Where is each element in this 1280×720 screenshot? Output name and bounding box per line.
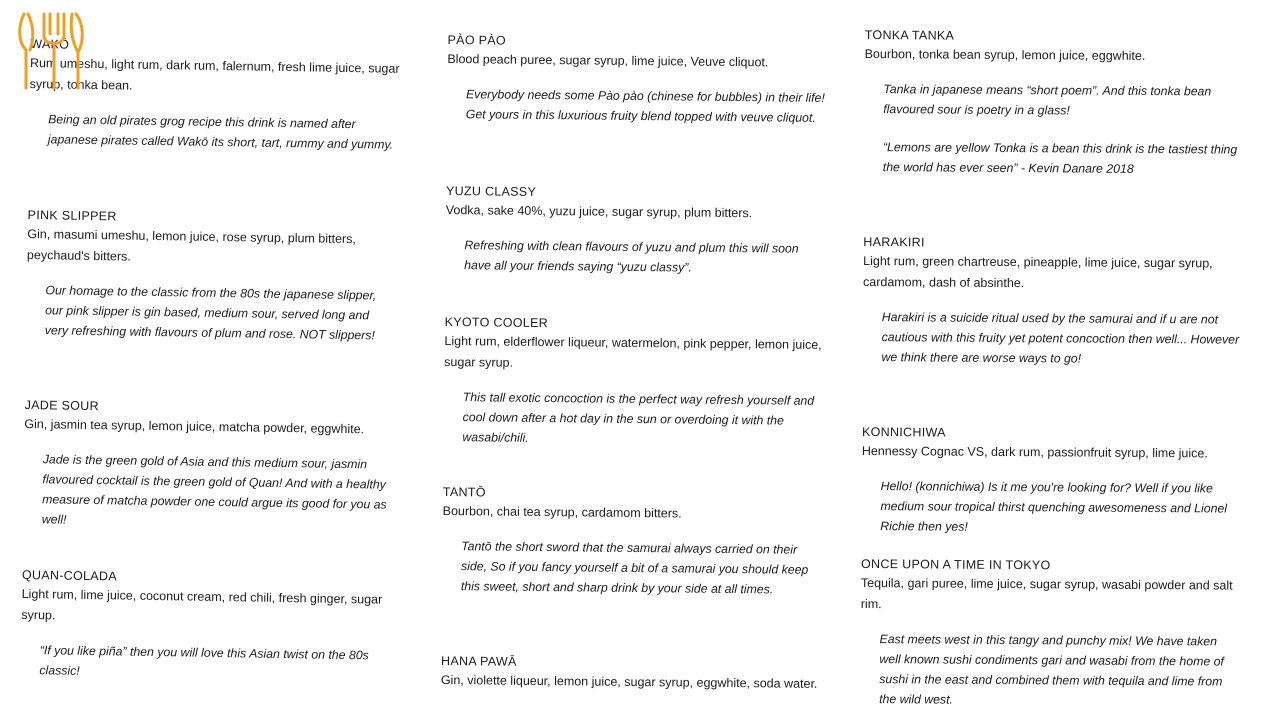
- drink-ingredients: Gin, violette liqueur, lemon juice, sugar syrup, eggwhite, soda water.: [440, 672, 818, 691]
- drink-yuzu-classy: [445, 183, 831, 279]
- drink-description: [461, 536, 828, 600]
- drink-description: [464, 235, 830, 279]
- drink-pao-pao: [447, 32, 833, 128]
- drink-name: ONCE UPON A TIME IN TOKYO: [861, 556, 1051, 573]
- drink-ingredients: Light rum, green chartreuse, pineapple, lime juice, sugar syrup, cardamom, dash of absinthe.: [862, 253, 1213, 291]
- description-text: “If you like piña” then you will love this Asian twist on the 80s classic!: [39, 643, 369, 678]
- drink-ingredients: Vodka, sake 40%, yuzu juice, sugar syrup, plum bitters.: [445, 202, 753, 221]
- drink-description: [881, 307, 1247, 370]
- fork-knife-logo-icon: [14, 8, 88, 94]
- drink-tanto: [442, 484, 828, 600]
- drink-tonka-tanka: [864, 27, 1250, 180]
- drink-ingredients: Rum umeshu, light rum, dark rum, falernum, fresh lime juice, sugar syrup, tonka bean.: [29, 55, 400, 93]
- menu-column-3: [860, 0, 1250, 707]
- description-text: Refreshing with clean flavours of yuzu and plum this will soon have all your friends saying “yuzu classy”.: [464, 238, 799, 275]
- drink-description: [462, 387, 829, 451]
- drink-description: [466, 84, 832, 128]
- drink-name: PINK SLIPPER: [27, 207, 117, 224]
- drink-name: WAKŌ: [30, 36, 70, 52]
- description-text: Jade is the green gold of Asia and this medium sour, jasmin flavoured cocktail is the green gold of Quan! And with a healthy measure of matcha powder one could argue its good for you as well!: [41, 452, 387, 527]
- drink-name: TANTŌ: [442, 484, 486, 500]
- drink-once-upon-a-time-in-tokyo: [860, 556, 1246, 712]
- drink-name: KONNICHIWA: [861, 424, 946, 440]
- description-text: Everybody needs some Pào pào (chinese for bubbles) in their life! Get yours in this luxurious fruity blend topped with veuve cliquot.: [465, 87, 825, 125]
- drink-ingredients: Light rum, lime juice, coconut cream, red chili, fresh ginger, sugar syrup.: [21, 586, 383, 623]
- drink-kyoto-cooler: [443, 314, 829, 451]
- drink-jade-sour: [23, 397, 395, 535]
- drink-description: [883, 79, 1250, 180]
- description-text: Tantō the short sword that the samurai always carried on their side, So if you fancy yourself a bit of a samurai you should keep this sweet, short and sharp drink by your side at all times.: [460, 539, 809, 597]
- drink-name: QUAN-COLADA: [21, 567, 118, 584]
- description-text: Harakiri is a suicide ritual used by the samurai and if u are not cautious with this fruity yet potent concoction then well... However we think there are worse ways to go!: [881, 310, 1240, 366]
- drink-name: JADE SOUR: [24, 397, 99, 414]
- drink-ingredients: Light rum, elderflower liqueur, watermelon, pink pepper, lemon juice, sugar syrup.: [444, 333, 822, 370]
- drink-description: [45, 280, 397, 346]
- drink-name: YUZU CLASSY: [445, 183, 537, 199]
- drink-harakiri: [862, 234, 1248, 370]
- menu-column-1: [21, 0, 401, 678]
- description-text: Hello! (konnichiwa) Is it me you're looking for? Well if you like medium sour tropical thirst quenching awesomeness and Lionel Richie then yes!: [880, 479, 1228, 534]
- menu-column-2: [440, 0, 833, 691]
- drink-ingredients: Bourbon, tonka bean syrup, lemon juice, eggwhite.: [864, 46, 1146, 63]
- description-text: Being an old pirates grog recipe this drink is named after japanese pirates called Wakō its short, tart, rummy and yummy.: [47, 112, 394, 152]
- description-text: This tall exotic concoction is the perfect way refresh yourself and cool down after a hot day in the sun or overdoing it with the wasabi/chili.: [462, 390, 815, 445]
- description-text: Our homage to the classic from the 80s the japanese slipper, our pink slipper is gin based, medium sour, served long and very refreshing with flavours of plum and rose. NOT slippers!: [44, 283, 377, 343]
- drink-ingredients: Hennessy Cognac VS, dark rum, passionfruit syrup, lime juice.: [861, 443, 1208, 461]
- drink-description: [42, 449, 394, 535]
- drink-description: [879, 629, 1246, 712]
- description-quote: “Lemons are yellow Tonka is a bean this drink is the tastiest thing the world has ever seen” - Kevin Danare 2018: [882, 140, 1238, 176]
- drink-name: TONKA TANKA: [864, 27, 955, 43]
- drink-name: PÀO PÀO: [447, 32, 507, 48]
- drink-ingredients: Bourbon, chai tea syrup, cardamom bitters.: [442, 503, 682, 521]
- drink-pink-slipper: [26, 207, 398, 346]
- drink-name: HARAKIRI: [863, 234, 925, 250]
- drink-description: [48, 109, 400, 155]
- description-text: East meets west in this tangy and punchy mix! We have taken well known sushi condiments gari and wasabi from the home of sushi in the east and combined them with tequila and lime from the wild west.: [879, 632, 1224, 707]
- drink-name: KYOTO COOLER: [444, 314, 549, 331]
- drink-name: HANA PAWĀ: [441, 653, 517, 669]
- drink-description: [880, 476, 1246, 539]
- drink-description: [39, 640, 391, 686]
- drink-ingredients: Blood peach puree, sugar syrup, lime juice, Veuve cliquot.: [447, 51, 769, 70]
- drink-ingredients: Gin, masumi umeshu, lemon juice, rose syrup, plum bitters, peychaud's bitters.: [26, 226, 357, 264]
- drink-hana-pawa: [441, 653, 826, 695]
- drink-quan-colada: [20, 567, 392, 686]
- drink-konnichiwa: [861, 424, 1247, 539]
- drink-ingredients: Gin, jasmin tea syrup, lemon juice, matcha powder, eggwhite.: [24, 416, 365, 437]
- drink-ingredients: Tequila, gari puree, lime juice, sugar syrup, wasabi powder and salt rim.: [860, 575, 1233, 612]
- description-text: Tanka in japanese means “short poem”. And this tonka bean flavoured sour is poetry in a glass!: [883, 82, 1212, 118]
